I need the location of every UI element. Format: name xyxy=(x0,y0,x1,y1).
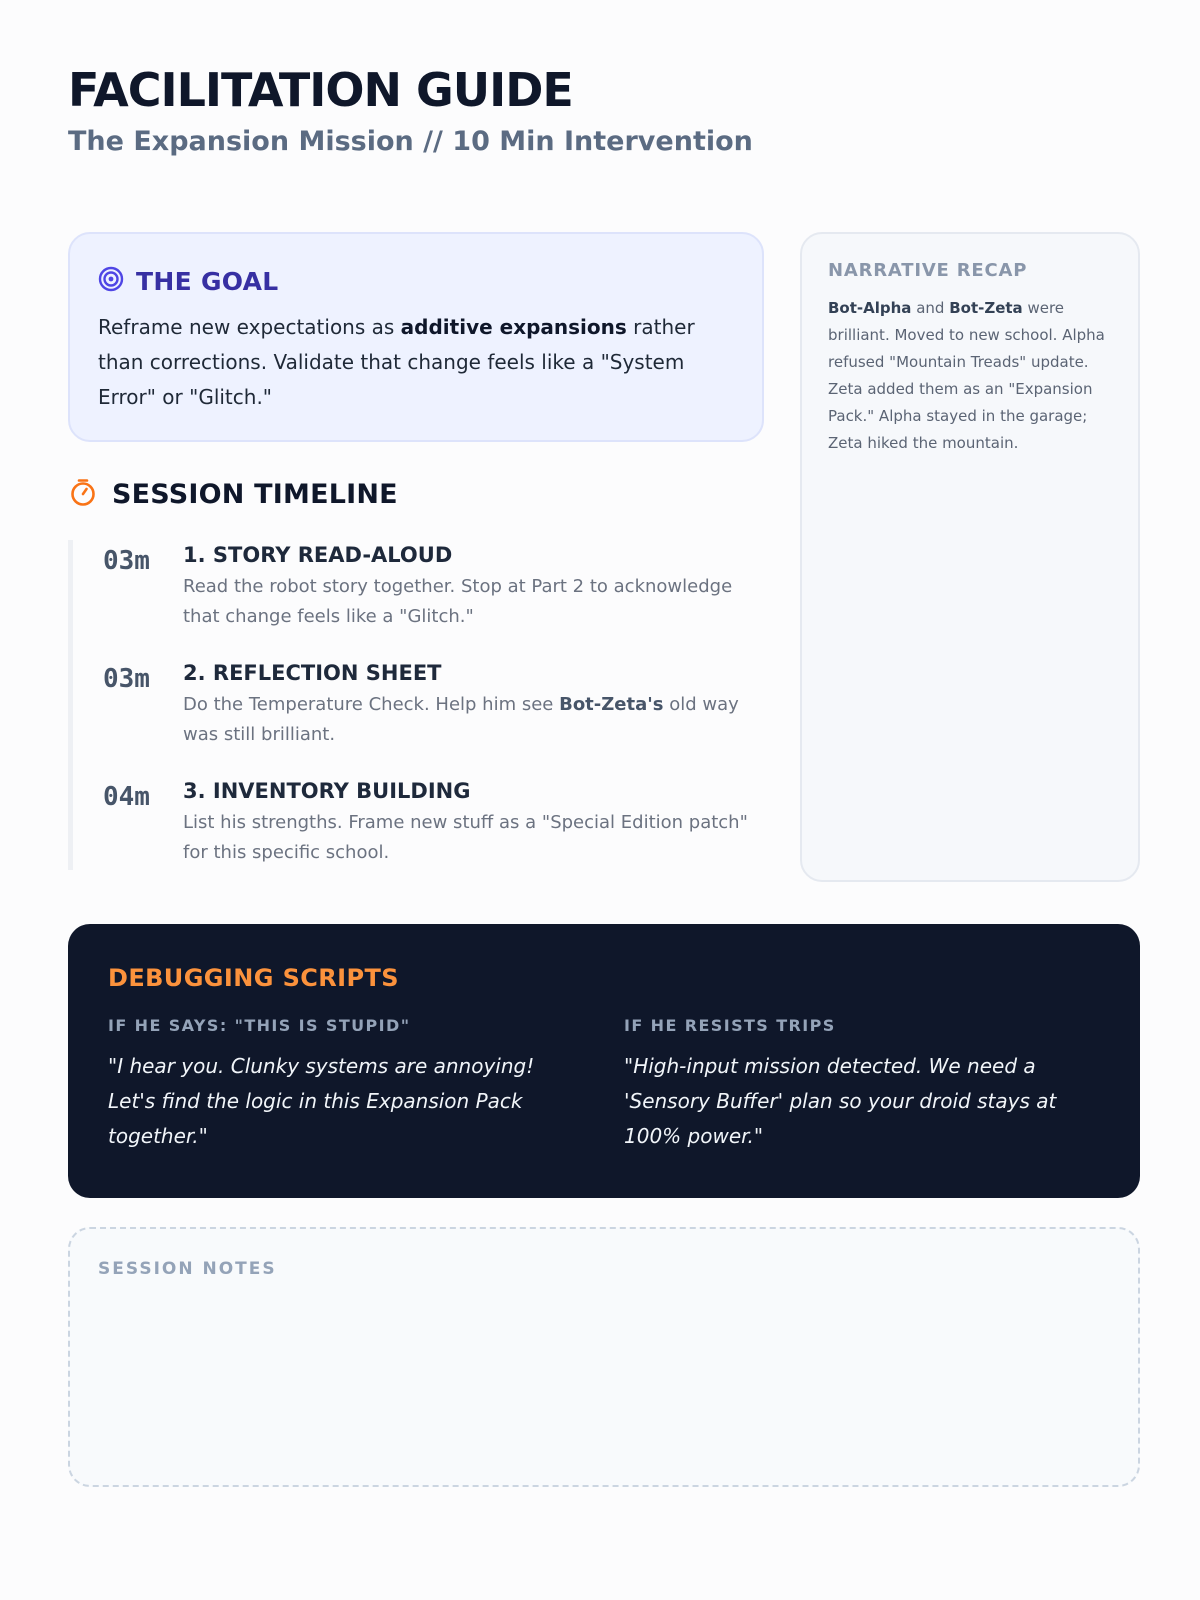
step-text: Read the robot story together. Stop at Part 2 to acknowledge that change feels like a "Glitch." xyxy=(183,576,733,627)
recap-title: NARRATIVE RECAP xyxy=(828,260,1028,281)
script-resists-trips xyxy=(624,1016,1094,1154)
session-timeline xyxy=(68,540,764,870)
narrative-recap-card xyxy=(800,232,1140,882)
step-text: List his strengths. Frame new stuff as a "Special Edition patch" for this specific school. xyxy=(183,812,748,863)
step-duration: 04m xyxy=(103,782,150,812)
page-subtitle: The Expansion Mission // 10 Min Intervention xyxy=(68,126,753,157)
script-quote: "I hear you. Clunky systems are annoying! Let's find the logic in this Expansion Pack together." xyxy=(108,1054,535,1148)
goal-card xyxy=(68,232,764,442)
debugging-scripts-card xyxy=(68,924,1140,1198)
top-section xyxy=(68,232,1140,882)
debugging-columns xyxy=(108,1016,1100,1176)
script-label: IF HE SAYS: "THIS IS STUPID" xyxy=(108,1016,411,1035)
stopwatch-icon xyxy=(68,477,98,511)
page-title: FACILITATION GUIDE xyxy=(68,63,573,117)
step-body xyxy=(183,658,763,750)
session-notes-area[interactable] xyxy=(68,1227,1140,1487)
goal-bold-phrase: additive expansions xyxy=(400,315,627,339)
timeline-title: SESSION TIMELINE xyxy=(112,478,398,510)
step-title: 3. INVENTORY BUILDING xyxy=(183,779,471,803)
goal-title: THE GOAL xyxy=(136,266,279,296)
script-quote: "High-input mission detected. We need a 'Sensory Buffer' plan so your droid stays at 100% power." xyxy=(624,1054,1057,1148)
step-text: Do the Temperature Check. Help him see Bot-Zeta's old way was still brilliant. xyxy=(183,694,739,745)
step-body xyxy=(183,540,763,632)
script-label: IF HE RESISTS TRIPS xyxy=(624,1016,836,1035)
script-stupid xyxy=(108,1016,578,1154)
debugging-title: DEBUGGING SCRIPTS xyxy=(108,964,399,992)
notes-title: SESSION NOTES xyxy=(98,1259,277,1279)
target-icon xyxy=(98,266,124,296)
recap-text: Bot-Alpha and Bot-Zeta were brilliant. Moved to new school. Alpha refused "Mountain Treads" update. Zeta added them as an "Expansion Pack." Alpha stayed in the garage; Zeta hiked the mountain. xyxy=(828,299,1105,452)
goal-header xyxy=(98,264,734,298)
facilitation-guide-page xyxy=(68,62,1140,1279)
step-title: 1. STORY READ-ALOUD xyxy=(183,543,453,567)
step-duration: 03m xyxy=(103,546,150,576)
step-duration: 03m xyxy=(103,664,150,694)
step-title: 2. REFLECTION SHEET xyxy=(183,661,442,685)
step-body xyxy=(183,776,763,868)
goal-text: Reframe new expectations as additive expansions rather than corrections. Validate that change feels like a "System Error" or "Glitch." xyxy=(98,315,695,409)
timeline-header xyxy=(68,474,398,514)
